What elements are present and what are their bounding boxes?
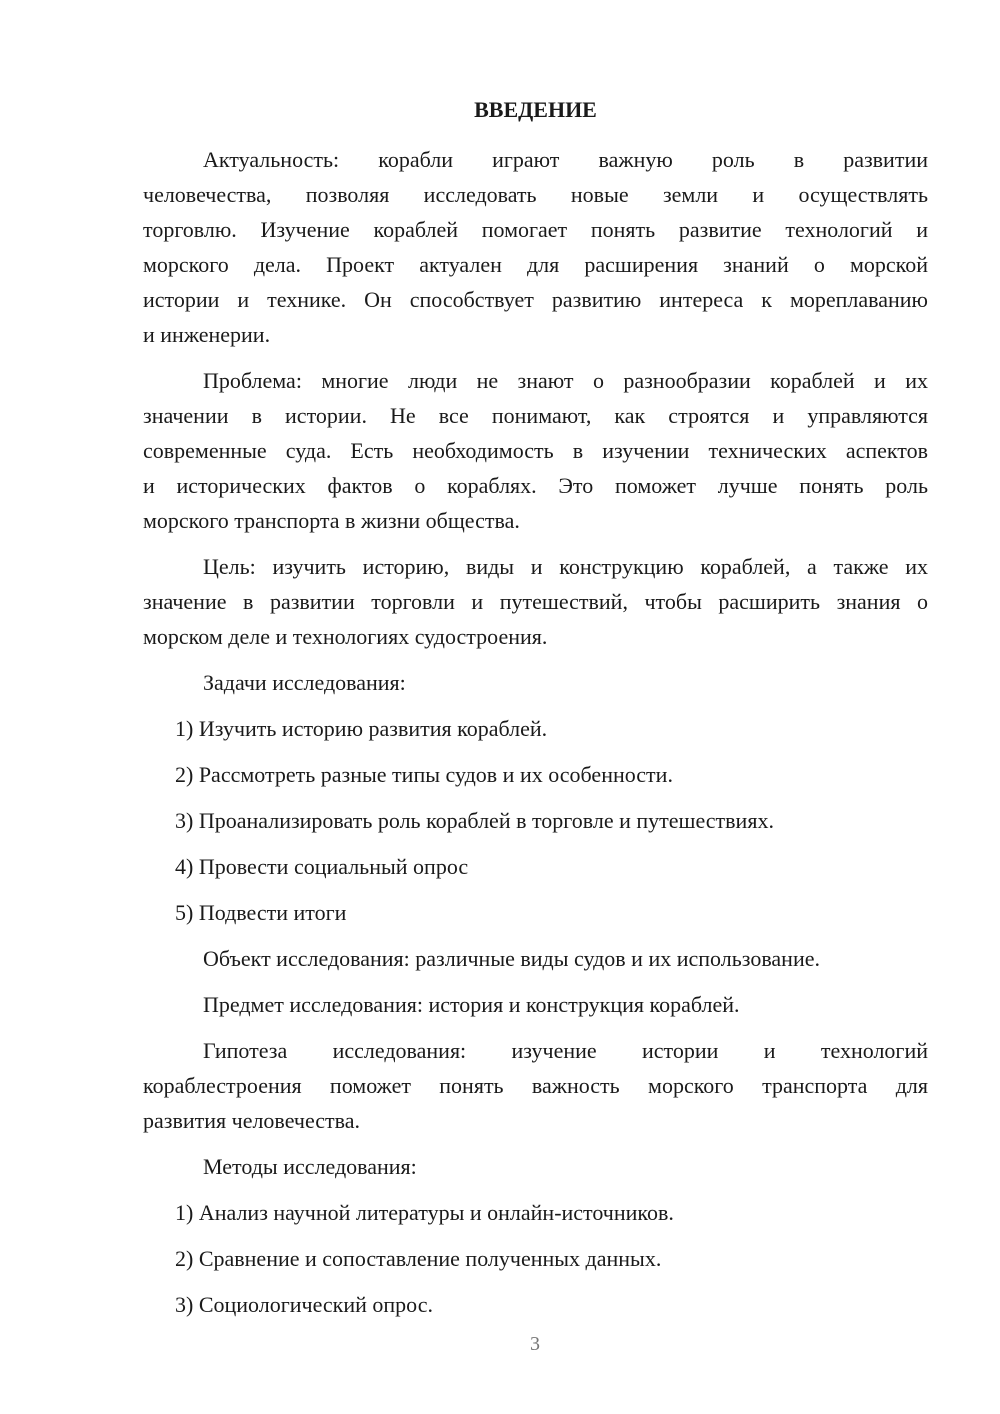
- page-number: 3: [530, 1333, 540, 1355]
- text-line: и инженерии.: [143, 322, 271, 347]
- text-line: кораблестроения поможет понять важность морского транспорта для: [143, 1073, 928, 1098]
- document-page: [143, 92, 928, 1333]
- task-item: 2) Рассмотреть разные типы судов и их особенности.: [175, 762, 673, 787]
- tasks-heading: Задачи исследования:: [203, 670, 406, 695]
- methods-heading: Методы исследования:: [203, 1154, 417, 1179]
- text-line: Актуальность: корабли играют важную роль в развитии: [203, 147, 928, 172]
- method-item: 2) Сравнение и сопоставление полученных данных.: [175, 1246, 662, 1271]
- hypothesis-paragraph: [143, 1033, 928, 1138]
- task-item: 1) Изучить историю развития кораблей.: [175, 716, 548, 741]
- task-item: 4) Провести социальный опрос: [175, 854, 469, 879]
- text-line: морского транспорта в жизни общества.: [143, 508, 520, 533]
- method-item: 1) Анализ научной литературы и онлайн-источников.: [175, 1200, 674, 1225]
- text-line: значении в истории. Не все понимают, как строятся и управляются: [143, 403, 928, 428]
- text-line: торговлю. Изучение кораблей помогает понять развитие технологий и: [143, 217, 928, 242]
- text-line: Проблема: многие люди не знают о разнообразии кораблей и их: [203, 368, 928, 393]
- method-item: 3) Социологический опрос.: [175, 1292, 433, 1317]
- text-line: морского дела. Проект актуален для расширения знаний о морской: [143, 252, 928, 277]
- text-line: и исторических фактов о кораблях. Это поможет лучше понять роль: [143, 473, 928, 498]
- research-subject: Предмет исследования: история и конструкция кораблей.: [203, 992, 740, 1017]
- text-line: Гипотеза исследования: изучение истории и технологий: [203, 1038, 928, 1063]
- relevance-paragraph: [143, 142, 928, 352]
- goal-paragraph: [143, 549, 928, 654]
- text-line: человечества, позволяя исследовать новые земли и осуществлять: [143, 182, 928, 207]
- text-line: значение в развитии торговли и путешествий, чтобы расширить знания о: [143, 589, 928, 614]
- section-title: ВВЕДЕНИЕ: [474, 97, 597, 122]
- task-item: 5) Подвести итоги: [175, 900, 347, 925]
- text-line: Цель: изучить историю, виды и конструкцию кораблей, а также их: [203, 554, 928, 579]
- task-item: 3) Проанализировать роль кораблей в торговле и путешествиях.: [175, 808, 774, 833]
- problem-paragraph: [143, 363, 928, 538]
- research-object: Объект исследования: различные виды судов и их использование.: [203, 946, 820, 971]
- text-line: современные суда. Есть необходимость в изучении технических аспектов: [143, 438, 928, 463]
- text-line: развития человечества.: [143, 1108, 361, 1133]
- text-line: истории и технике. Он способствует развитию интереса к мореплаванию: [143, 287, 928, 312]
- text-line: морском деле и технологиях судостроения.: [143, 624, 548, 649]
